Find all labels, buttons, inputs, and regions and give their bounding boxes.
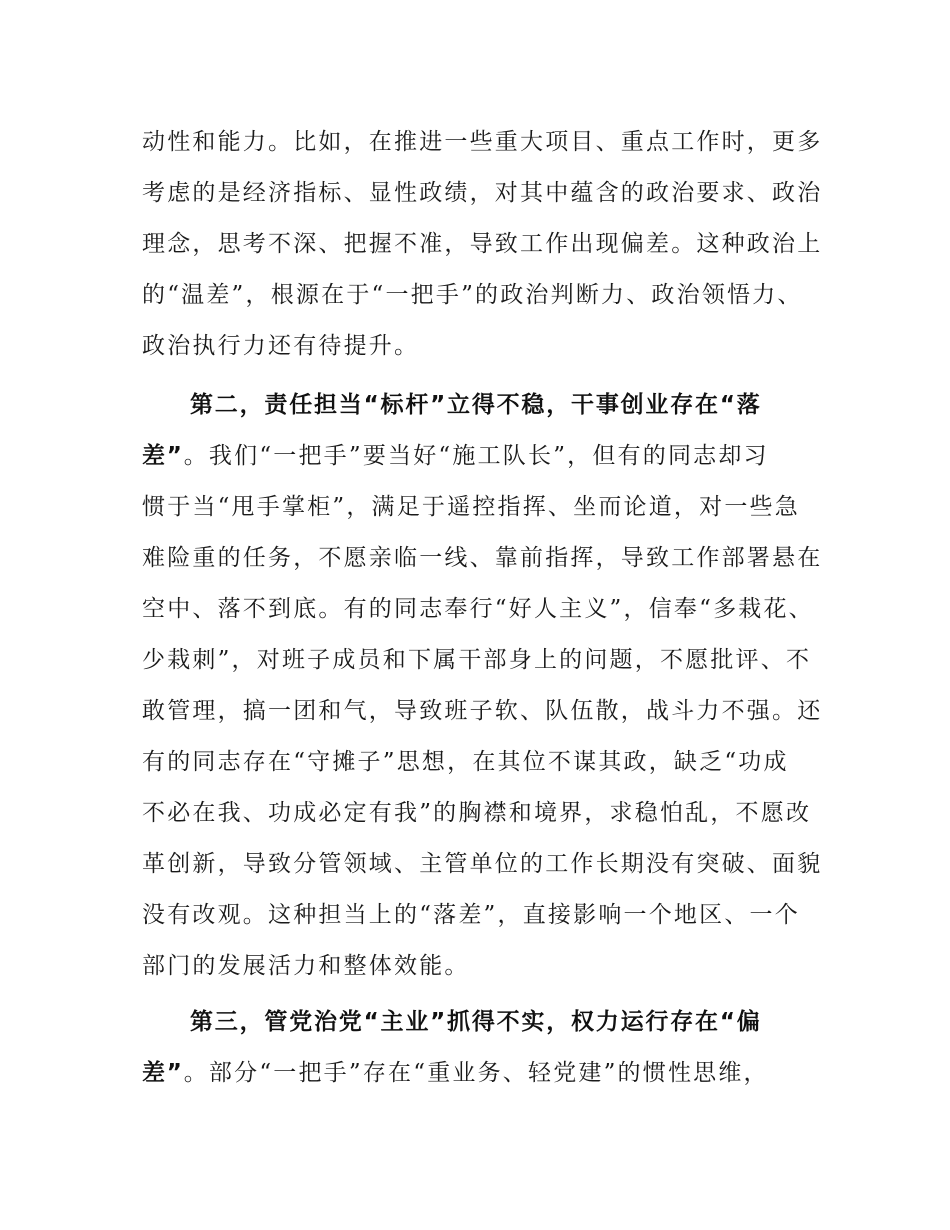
paragraph2-line-3: 惯于当“甩手掌柜”，满足于遥控指挥、坐而论道，对一些急 — [142, 494, 800, 520]
paragraph3-heading-line-1: 第三，管党治党“主业”抓得不实，权力运行存在“偏 — [190, 1009, 762, 1035]
paragraph2-line-7: 敢管理，搞一团和气，导致班子软、队伍散，战斗力不强。还 — [142, 698, 823, 724]
paragraph3-heading-end: 差” — [142, 1060, 184, 1086]
paragraph1-line-4: 的“温差”，根源在于“一把手”的政治判断力、政治领悟力、 — [142, 282, 803, 308]
paragraph2-line-4: 难险重的任务，不愿亲临一线、靠前指挥，导致工作部署悬在 — [142, 545, 823, 571]
paragraph1-line-3: 理念，思考不深、把握不准，导致工作出现偏差。这种政治上 — [142, 231, 823, 257]
paragraph2-line-8: 有的同志存在“守摊子”思想，在其位不谋其政，缺乏“功成 — [142, 749, 789, 775]
paragraph1-line-2: 考虑的是经济指标、显性政绩，对其中蕴含的政治要求、政治 — [142, 180, 823, 206]
paragraph2-line-5: 空中、落不到底。有的同志奉行“好人主义”，信奉“多栽花、 — [142, 596, 814, 622]
paragraph3-line-2 — [142, 1053, 842, 1093]
paragraph2-line-9: 不必在我、功成必定有我”的胸襟和境界，求稳怕乱，不愿改 — [142, 800, 812, 826]
paragraph1-line-5: 政治执行力还有待提升。 — [142, 333, 420, 359]
paragraph2-line-10: 革创新，导致分管领域、主管单位的工作长期没有突破、面貌 — [142, 851, 823, 877]
paragraph2-line-12: 部门的发展活力和整体效能。 — [142, 953, 470, 979]
paragraph2-heading-line-1: 第二，责任担当“标杆”立得不稳，干事创业存在“落 — [190, 392, 762, 418]
paragraph3-line-2-text: 。部分“一把手”存在“重业务、轻党建”的惯性思维， — [183, 1060, 769, 1086]
paragraph2-heading-end: 差” — [142, 443, 184, 469]
paragraph1-line-1: 动性和能力。比如，在推进一些重大项目、重点工作时，更多 — [142, 129, 823, 155]
paragraph2-line-11: 没有改观。这种担当上的“落差”，直接影响一个地区、一个 — [142, 902, 800, 928]
paragraph2-line-6: 少栽刺”，对班子成员和下属干部身上的问题，不愿批评、不 — [142, 647, 812, 673]
paragraph2-line-2 — [142, 436, 842, 476]
paragraph2-line-2-text: 。我们“一把手”要当好“施工队长”，但有的同志却习 — [183, 443, 769, 469]
